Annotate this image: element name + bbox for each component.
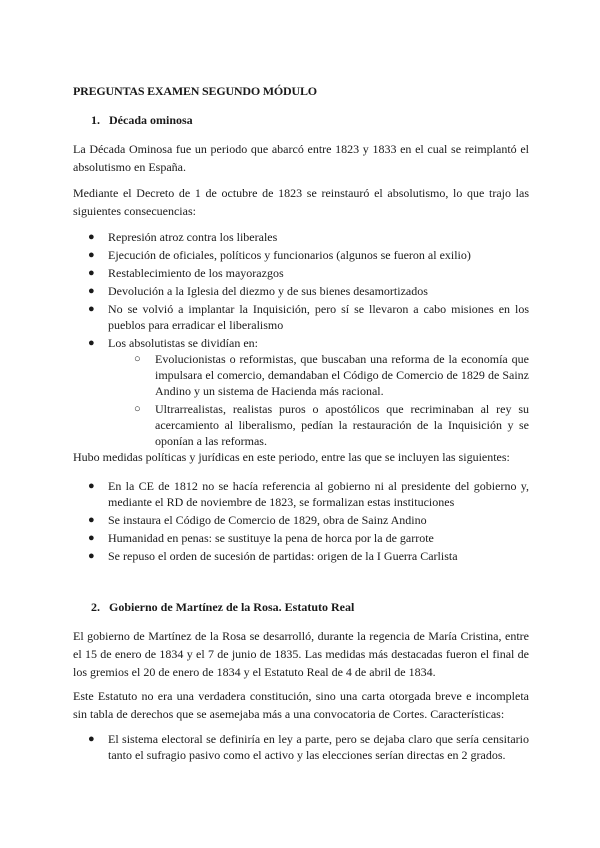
features-list	[73, 731, 529, 765]
section-2-heading	[91, 600, 354, 615]
bullet-icon: ●	[88, 231, 95, 243]
measures-list	[73, 478, 529, 566]
list-item: ● Se instaura el Código de Comercio de 1829, obra de Sainz Andino	[88, 513, 427, 527]
bullet-icon: ●	[88, 337, 95, 349]
list-item: ● Represión atroz contra los liberales	[88, 230, 278, 244]
section-1-number: 1.	[91, 113, 100, 127]
bullet-icon: ●	[88, 532, 95, 544]
section-1-intro: La Década Ominosa fue un periodo que abarcó entre 1823 y 1833 en el cual se reimplantó el absolutismo en España.	[73, 142, 529, 174]
bullet-icon: ●	[88, 249, 95, 261]
bullet-icon: ●	[88, 303, 95, 315]
list-item: ● Ejecución de oficiales, políticos y funcionarios (algunos se fueron al exilio)	[88, 248, 471, 262]
section-2-intro: El gobierno de Martínez de la Rosa se desarrolló, durante la regencia de María Cristina, entre el 15 de enero de 1834 y el 7 de junio de 1835. Las medidas más destacadas fueron el final de los gremios el 20 de enero de 1834 y el Estatuto Real de 4 de abril de 1834.	[73, 629, 529, 679]
factions-list	[108, 351, 529, 449]
list-item: ● Se repuso el orden de sucesión de partidas: origen de la I Guerra Carlista	[88, 549, 458, 563]
sub-list-item: ○ Evolucionistas o reformistas, que buscaban una reforma de la economía que impulsara el comercio, demandaban el Código de Comercio de 1829 de Sainz Andino y un sistema de Hacienda más racional.	[134, 352, 529, 398]
list-item: ● El sistema electoral se definiría en ley a parte, pero se dejaba claro que sería censitario tanto el sufragio pasivo como el activo y las elecciones serían directas en 2 grados.	[88, 732, 529, 762]
bullet-icon: ●	[88, 285, 95, 297]
sub-list-item: ○ Ultrarrealistas, realistas puros o apostólicos que recriminaban al rey su acercamiento al liberalismo, pedían la restauración de la Inquisición y se oponían a las reformas.	[134, 402, 529, 448]
section-2-number: 2.	[91, 600, 100, 614]
consequences-list	[73, 229, 529, 451]
section-1-decree: Mediante el Decreto de 1 de octubre de 1823 se reinstauró el absolutismo, lo que trajo las siguientes consecuencias:	[73, 186, 529, 218]
list-item: ● Restablecimiento de los mayorazgos	[88, 266, 284, 280]
list-item: ● En la CE de 1812 no se hacía referencia al gobierno ni al presidente del gobierno y, mediante el RD de noviembre de 1823, se formalizan estas instituciones	[88, 479, 529, 509]
list-item: ● No se volvió a implantar la Inquisición, pero sí se llevaron a cabo misiones en los pueblos para erradicar el liberalismo	[88, 302, 529, 332]
circle-bullet-icon: ○	[134, 353, 141, 365]
list-item: ● Humanidad en penas: se sustituye la pena de horca por la de garrote	[88, 531, 434, 545]
list-item: ● Devolución a la Iglesia del diezmo y de sus bienes desamortizados	[88, 284, 428, 298]
section-2-title: Gobierno de Martínez de la Rosa. Estatuto Real	[109, 600, 355, 614]
section-1-measures-intro: Hubo medidas políticas y jurídicas en este periodo, entre las que se incluyen las siguientes:	[73, 450, 510, 464]
bullet-icon: ●	[88, 480, 95, 492]
bullet-icon: ●	[88, 550, 95, 562]
section-2-statute: Este Estatuto no era una verdadera constitución, sino una carta otorgada breve e incompleta sin tabla de derechos que se asemejaba más a una convocatoria de Cortes. Características:	[73, 689, 529, 721]
bullet-icon: ●	[88, 267, 95, 279]
bullet-icon: ●	[88, 733, 95, 745]
list-item: ● Los absolutistas se dividían en: ○ Evolucionistas o reformistas, que buscaban una reforma de la economía que impulsara el comercio, demandaban el Código de Comercio de 1829 de Sainz Andino y un sistema de Hacienda más racional. ○ Ultrarrealistas, realistas puros o apostólicos que recriminaban al rey su acercamiento al liberalismo, pedían la restauración de la Inquisición y se oponían a las reformas.	[88, 336, 529, 448]
circle-bullet-icon: ○	[134, 403, 141, 415]
document-title: PREGUNTAS EXAMEN SEGUNDO MÓDULO	[73, 84, 317, 98]
section-1-title: Década ominosa	[109, 113, 193, 127]
section-1-heading	[91, 113, 193, 128]
bullet-icon: ●	[88, 514, 95, 526]
